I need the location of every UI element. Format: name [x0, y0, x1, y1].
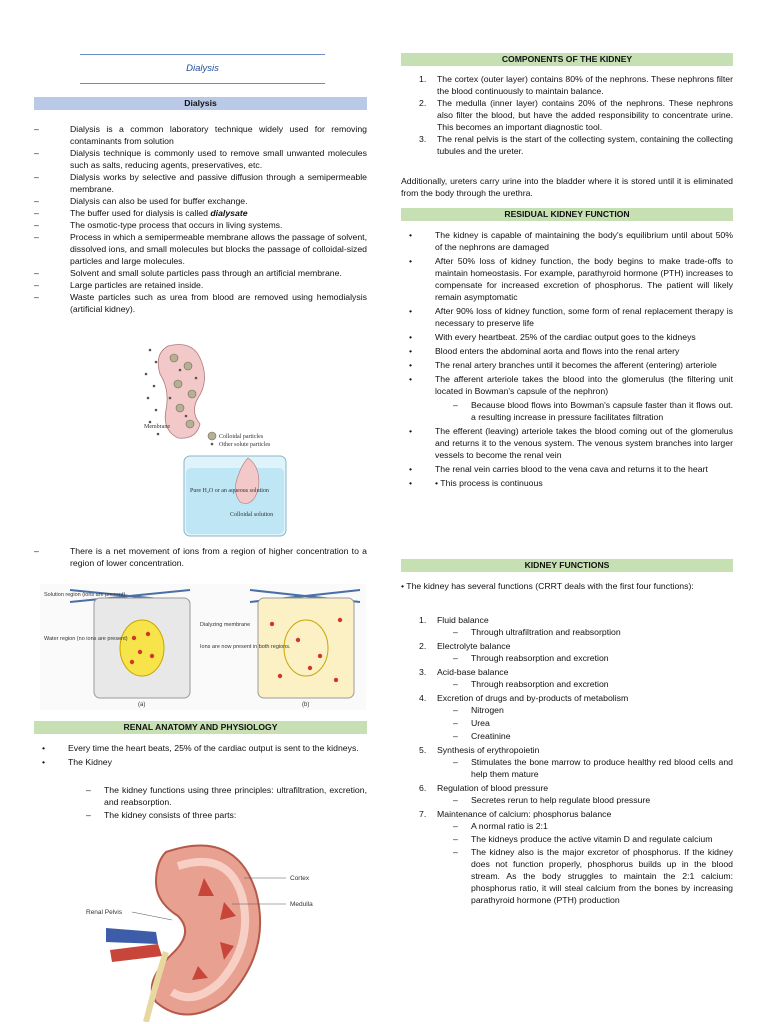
function-title — [401, 614, 733, 626]
renal-pelvis-label: Renal Pelvis — [86, 909, 123, 916]
list-item: – Because blood flows into Bowman's capsule faster than it flows out. a resulting increase in pressure facilitates filtration — [437, 399, 733, 423]
colloidal-particles-label: Colloidal particles — [219, 434, 264, 440]
function-sub-list — [437, 678, 733, 690]
list-item: • Every time the heart beats, 25% of the cardiac output is sent to the kidneys. — [34, 742, 367, 754]
function-title — [401, 782, 733, 794]
function-title-text: Excretion of drugs and by-products of metabolism — [437, 693, 629, 703]
renal-list — [34, 742, 367, 770]
water-region-label: Water region (no ions are present) — [44, 636, 128, 642]
document-title: Dialysis — [80, 54, 325, 84]
kidney-cross-section-figure — [86, 832, 348, 1022]
list-item: • The renal artery branches until it becomes the afferent (entering) arteriole — [401, 359, 733, 371]
dialyzing-membrane-label: Dialyzing membrane — [200, 622, 251, 628]
function-sub-list — [437, 626, 733, 638]
function-title-text: Electrolyte balance — [437, 641, 511, 651]
function-number: 3. — [419, 667, 427, 677]
list-item: – Through ultrafiltration and reabsorption — [437, 626, 733, 638]
functions-intro: • The kidney has several functions (CRRT deals with the first four functions): — [401, 581, 694, 591]
list-item: – The kidney also is the major excretor of phosphorus. If the kidney does not function properly, phosphorus builds up in the blood stream. As the body struggles to maintain the 2:1 calcium: phosphorus ratio, it will steal calcium from the bones by increasing parathyroid hormone (PTH) production — [437, 846, 733, 906]
function-item — [401, 808, 733, 820]
residual-list — [401, 229, 733, 397]
list-item: – Large particles are retained inside. — [34, 279, 367, 291]
function-title — [401, 640, 733, 652]
list-item: – The kidneys produce the active vitamin D and regulate calcium — [437, 833, 733, 845]
pure-water-label: Pure H₂O or an aqueous solution — [190, 488, 269, 494]
list-item: – Through reabsorption and excretion — [437, 652, 733, 664]
list-item: – The kidney consists of three parts: — [70, 809, 367, 821]
function-title — [401, 666, 733, 678]
figure-b-label: (b) — [302, 702, 310, 708]
list-item — [34, 207, 367, 219]
dialysate-term: dialysate — [210, 208, 248, 218]
function-item — [401, 640, 733, 652]
list-item: • The renal vein carries blood to the vena cava and returns it to the heart — [401, 463, 733, 475]
list-item: – Urea — [437, 717, 733, 729]
list-item: • • This process is continuous — [401, 477, 733, 489]
function-number: 6. — [419, 783, 427, 793]
components-header: COMPONENTS OF THE KIDNEY — [401, 53, 733, 66]
function-title-text: Maintenance of calcium: phosphorus balance — [437, 809, 612, 819]
list-item: • The efferent (leaving) arteriole takes the blood coming out of the glomerulus and returns it to the venous system. The venous system branches into larger vessels to become the renal vein — [401, 425, 733, 461]
list-item: – Dialysis is a common laboratory technique widely used for removing contaminants from solution — [34, 123, 367, 147]
function-number: 1. — [419, 615, 427, 625]
list-item: – Creatinine — [437, 730, 733, 742]
function-title — [401, 808, 733, 820]
list-item: – Dialysis technique is commonly used to remove small unwanted molecules such as salts, reducing agents, preservatives, etc. — [34, 147, 367, 171]
function-title-text: Fluid balance — [437, 615, 489, 625]
list-item: – Waste particles such as urea from blood are removed using hemodialysis (artificial kidney). — [34, 291, 367, 315]
other-solute-label: Other solute particles — [219, 442, 271, 448]
membrane-label: Membrane — [144, 424, 170, 430]
list-item: • The kidney is capable of maintaining the body's equilibrium until about 50% of the nephrons are damaged — [401, 229, 733, 253]
dialysis-header: Dialysis — [34, 97, 367, 110]
function-title-text: Synthesis of erythropoietin — [437, 745, 540, 755]
list-item: – Nitrogen — [437, 704, 733, 716]
buffer-prefix: The buffer used for dialysis is called — [70, 208, 211, 218]
function-sub-list — [437, 794, 733, 806]
figure-a-label: (a) — [138, 702, 146, 708]
cortex-label: Cortex — [290, 875, 310, 882]
list-item: 3. The renal pelvis is the start of the collecting system, containing the collecting tubules and the ureter. — [419, 134, 733, 156]
kidney-sub-list — [70, 784, 367, 822]
dialysis-list — [34, 123, 367, 315]
residual-list-2 — [401, 425, 733, 489]
components-list — [401, 73, 733, 157]
list-item: – Dialysis works by selective and passive diffusion through a semipermeable membrane. — [34, 171, 367, 195]
list-item: – Secretes rerun to help regulate blood pressure — [437, 794, 733, 806]
function-title-text: Regulation of blood pressure — [437, 783, 549, 793]
kidney-functions-header: KIDNEY FUNCTIONS — [401, 559, 733, 572]
function-item — [401, 692, 733, 704]
list-item: – Process in which a semipermeable membrane allows the passage of solvent, dissolved ions, and small molecules but blocks the passage of colloidal-sized particles and large molecules. — [34, 231, 367, 267]
medulla-label: Medulla — [290, 901, 313, 908]
list-item: – Dialysis can also be used for buffer exchange. — [34, 195, 367, 207]
list-item: – Stimulates the bone marrow to produce healthy red blood cells and help them mature — [437, 756, 733, 780]
list-item: 2. The medulla (inner layer) contains 20% of the nephrons. These nephrons also filter the blood, but have the added responsibility to concentrate urine. This becomes an important diagnostic tool. — [419, 98, 733, 132]
list-item: • With every heartbeat. 25% of the cardiac output goes to the kidneys — [401, 331, 733, 343]
residual-sub-list — [437, 399, 733, 423]
function-title — [401, 744, 733, 756]
list-item: – A normal ratio is 2:1 — [437, 820, 733, 832]
colloidal-solution-label: Colloidal solution — [230, 512, 274, 518]
function-item — [401, 666, 733, 678]
list-item: • The Kidney — [34, 756, 367, 768]
dialysis-membrane-figure — [140, 340, 290, 540]
function-sub-list — [437, 756, 733, 780]
list-item: • After 50% loss of kidney function, the body begins to make trade-offs to maintain homeostasis. For example, parathyroid hormone (PTH) increases to compensate for increased excretion of phosphorus. The patient will likely remain asymptomatic — [401, 255, 733, 303]
residual-section — [401, 229, 733, 491]
function-number: 4. — [419, 693, 427, 703]
functions-list — [401, 614, 733, 908]
list-item: – Through reabsorption and excretion — [437, 678, 733, 690]
solution-region-label: Solution region (ions are present) — [44, 592, 126, 598]
dialyzing-membrane-figure — [40, 584, 366, 710]
list-item: 1. The cortex (outer layer) contains 80% of the nephrons. These nephrons filter the blood continuously to maintain balance. — [419, 74, 733, 96]
function-number: 5. — [419, 745, 427, 755]
list-item: • Blood enters the abdominal aorta and flows into the renal artery — [401, 345, 733, 357]
function-title — [401, 692, 733, 704]
function-item — [401, 782, 733, 794]
function-title-text: Acid-base balance — [437, 667, 509, 677]
ions-present-label: Ions are now present in both regions. — [200, 644, 291, 650]
ureter-paragraph: Additionally, ureters carry urine into the bladder where it is stored until it is eliminated from the body through the urethra. — [401, 176, 733, 198]
list-item: – The kidney functions using three principles: ultrafiltration, excretion, and reabsorption. — [70, 784, 367, 808]
function-sub-list — [437, 704, 733, 742]
function-number: 7. — [419, 809, 427, 819]
movement-list — [34, 545, 367, 569]
list-item: – Solvent and small solute particles pass through an artificial membrane. — [34, 267, 367, 279]
list-item: – There is a net movement of ions from a region of higher concentration to a region of lower concentration. — [34, 545, 367, 569]
function-item — [401, 744, 733, 756]
list-item: • The afferent arteriole takes the blood into the glomerulus (the filtering unit located in Bowman's capsule of the nephron) — [401, 373, 733, 397]
function-number: 2. — [419, 641, 427, 651]
function-sub-list — [437, 820, 733, 906]
list-item: • After 90% loss of kidney function, some form of renal replacement therapy is necessary to preserve life — [401, 305, 733, 329]
function-sub-list — [437, 652, 733, 664]
residual-function-header: RESIDUAL KIDNEY FUNCTION — [401, 208, 733, 221]
renal-anatomy-header: RENAL ANATOMY AND PHYSIOLOGY — [34, 721, 367, 734]
list-item: – The osmotic-type process that occurs in living systems. — [34, 219, 367, 231]
function-item — [401, 614, 733, 626]
